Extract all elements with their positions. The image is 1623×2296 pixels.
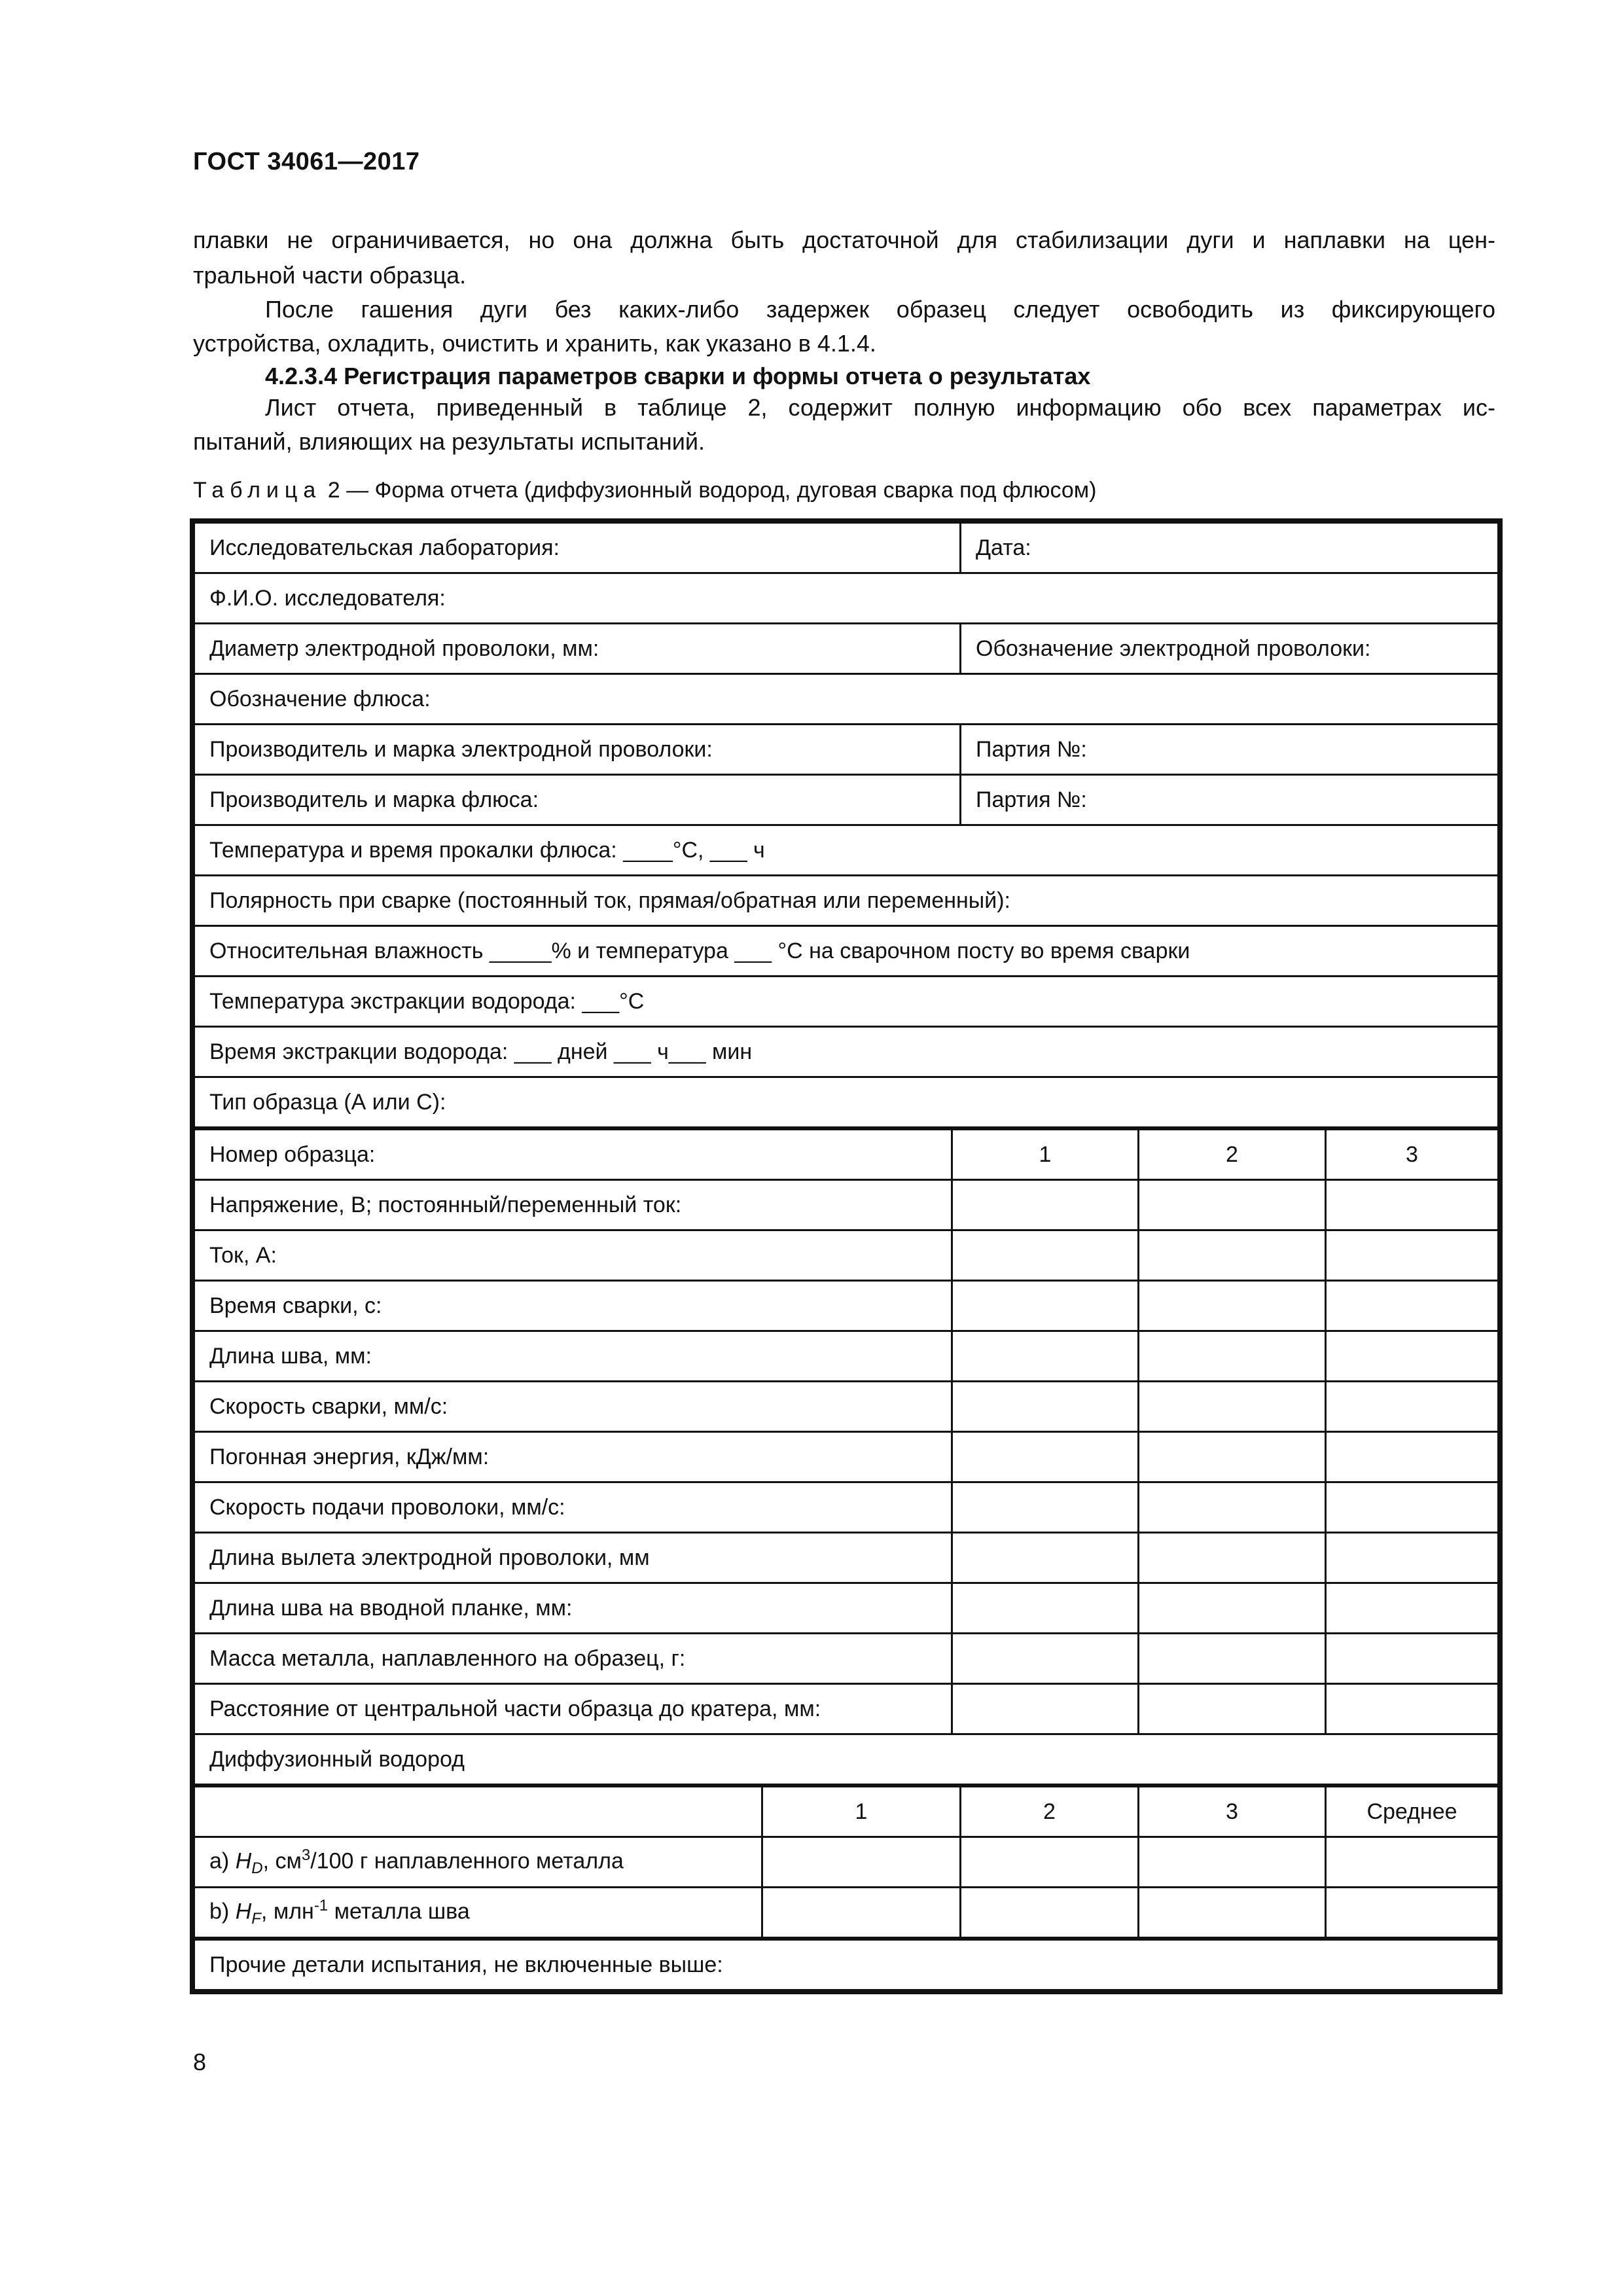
hf-cell-3[interactable]: [1139, 1888, 1326, 1939]
flux-maker-field[interactable]: Производитель и марка флюса:: [194, 775, 961, 825]
table-row: [194, 1027, 1499, 1077]
hf-cell-2[interactable]: [961, 1888, 1139, 1939]
param-label: Масса металла, наплавленного на образец, г:: [194, 1634, 952, 1684]
param-label: Время сварки, с:: [194, 1281, 952, 1331]
hd-subscript: D: [251, 1859, 263, 1878]
param-label: Погонная энергия, кДж/мм:: [194, 1432, 952, 1482]
humidity-field[interactable]: Относительная влажность _____% и температура ___ °С на сварочном посту во время сварки: [194, 926, 1499, 977]
param-cell[interactable]: [1139, 1180, 1326, 1230]
sample-type-field[interactable]: Тип образца (А или С):: [194, 1077, 1499, 1129]
paragraph-2-line-1: После гашения дуги без каких-либо задержек образец следует освободить из фиксирующего: [265, 296, 1495, 323]
lab-field[interactable]: Исследовательская лаборатория:: [194, 523, 961, 573]
param-label: Расстояние от центральной части образца до кратера, мм:: [194, 1684, 952, 1734]
param-label: Длина шва на вводной планке, мм:: [194, 1583, 952, 1634]
hydrogen-header-row: [194, 1785, 1499, 1837]
extraction-time-field[interactable]: Время экстракции водорода: ___ дней ___ ч___ мин: [194, 1027, 1499, 1077]
wire-maker-field[interactable]: Производитель и марка электродной проволоки:: [194, 725, 961, 775]
param-cell[interactable]: [1326, 1180, 1499, 1230]
hf-suffix: металла шва: [328, 1899, 470, 1924]
param-cell[interactable]: [1139, 1432, 1326, 1482]
param-cell[interactable]: [1139, 1281, 1326, 1331]
param-row: [194, 1482, 1499, 1533]
hf-row: [194, 1888, 1499, 1939]
table-row: [194, 825, 1499, 876]
param-cell[interactable]: [1139, 1684, 1326, 1734]
param-cell[interactable]: [1139, 1533, 1326, 1583]
page-number: 8: [193, 2049, 207, 2075]
param-row: [194, 1533, 1499, 1583]
param-cell[interactable]: [1139, 1583, 1326, 1634]
param-row: [194, 1180, 1499, 1230]
hd-unit: , см: [262, 1848, 302, 1874]
paragraph-1b: [193, 258, 1495, 293]
param-cell[interactable]: [952, 1583, 1139, 1634]
table-row: [194, 926, 1499, 977]
document-code: ГОСТ 34061—2017: [193, 148, 420, 175]
hydrogen-col-2: 2: [961, 1785, 1139, 1837]
paragraph-2: [193, 292, 1495, 327]
table-row: [194, 674, 1499, 725]
hd-row: [194, 1837, 1499, 1888]
hd-cell-3[interactable]: [1139, 1837, 1326, 1888]
param-cell[interactable]: [952, 1281, 1139, 1331]
param-cell[interactable]: [1139, 1482, 1326, 1533]
paragraph-3-line-1: Лист отчета, приведенный в таблице 2, содержит полную информацию обо всех параметрах ис-: [265, 394, 1495, 421]
researcher-field[interactable]: Ф.И.О. исследователя:: [194, 573, 1499, 624]
hf-superscript: -1: [313, 1896, 329, 1914]
param-row: [194, 1634, 1499, 1684]
paragraph-3b: [193, 424, 1495, 459]
param-cell[interactable]: [1326, 1482, 1499, 1533]
param-cell[interactable]: [1326, 1281, 1499, 1331]
param-label: Длина шва, мм:: [194, 1331, 952, 1382]
section-title: 4.2.3.4 Регистрация параметров сварки и формы отчета о результатах: [265, 363, 1091, 389]
param-cell[interactable]: [952, 1230, 1139, 1281]
hd-cell-average[interactable]: [1326, 1837, 1499, 1888]
polarity-field[interactable]: Полярность при сварке (постоянный ток, прямая/обратная или переменный):: [194, 876, 1499, 926]
flux-bake-field[interactable]: Температура и время прокалки флюса: ____°С, ___ ч: [194, 825, 1499, 876]
param-cell[interactable]: [1139, 1634, 1326, 1684]
table-row: [194, 573, 1499, 624]
hd-label: [194, 1837, 762, 1888]
param-label: Скорость подачи проволоки, мм/с:: [194, 1482, 952, 1533]
report-form-table: [193, 522, 1499, 1991]
table-row: [194, 977, 1499, 1027]
param-cell[interactable]: [1326, 1583, 1499, 1634]
param-row: [194, 1382, 1499, 1432]
hd-cell-1[interactable]: [762, 1837, 961, 1888]
table-row: [194, 725, 1499, 775]
param-cell[interactable]: [952, 1533, 1139, 1583]
table-row: [194, 876, 1499, 926]
hf-cell-average[interactable]: [1326, 1888, 1499, 1939]
hd-cell-2[interactable]: [961, 1837, 1139, 1888]
table-caption: [193, 478, 1097, 503]
wire-diameter-field[interactable]: Диаметр электродной проволоки, мм:: [194, 624, 961, 674]
param-cell[interactable]: [1326, 1634, 1499, 1684]
hf-subscript: F: [251, 1910, 261, 1928]
flux-designation-field[interactable]: Обозначение флюса:: [194, 674, 1499, 725]
param-cell[interactable]: [952, 1684, 1139, 1734]
paragraph-2-line-2: устройства, охладить, очистить и хранить, как указано в 4.1.4.: [193, 330, 876, 357]
paragraph-2b: [193, 326, 1495, 361]
hf-cell-1[interactable]: [762, 1888, 961, 1939]
param-cell[interactable]: [1326, 1684, 1499, 1734]
hydrogen-blank-cell: [194, 1785, 762, 1837]
paragraph-1-line-2: тральной части образца.: [193, 262, 467, 289]
table-row: [194, 523, 1499, 573]
paragraph-1: [193, 223, 1495, 258]
param-cell[interactable]: [1326, 1331, 1499, 1382]
hd-symbol: H: [235, 1848, 252, 1874]
table-row: [194, 775, 1499, 825]
flux-batch-field[interactable]: Партия №:: [961, 775, 1499, 825]
table-row: [194, 1077, 1499, 1129]
paragraph-1-line-1: плавки не ограничивается, но она должна быть достаточной для стабилизации дуги и наплавки на цен-: [193, 226, 1495, 253]
hd-prefix: а): [209, 1848, 236, 1874]
paragraph-3: [193, 390, 1495, 425]
hf-symbol: H: [235, 1899, 252, 1924]
sample-col-1: 1: [952, 1128, 1139, 1180]
extraction-temp-field[interactable]: Температура экстракции водорода: ___°С: [194, 977, 1499, 1027]
sample-number-label: Номер образца:: [194, 1128, 952, 1180]
param-row: [194, 1230, 1499, 1281]
param-cell[interactable]: [1139, 1230, 1326, 1281]
param-cell[interactable]: [952, 1180, 1139, 1230]
param-row: [194, 1432, 1499, 1482]
param-cell[interactable]: [952, 1482, 1139, 1533]
param-label: Напряжение, В; постоянный/переменный ток:: [194, 1180, 952, 1230]
param-row: [194, 1583, 1499, 1634]
paragraph-3-line-2: пытаний, влияющих на результаты испытаний.: [193, 428, 705, 455]
hd-suffix: /100 г наплавленного металла: [310, 1848, 624, 1874]
param-label: Ток, А:: [194, 1230, 952, 1281]
hf-unit: , млн: [260, 1899, 314, 1924]
wire-designation-field[interactable]: Обозначение электродной проволоки:: [961, 624, 1499, 674]
hydrogen-col-average: Среднее: [1326, 1785, 1499, 1837]
hf-prefix: b): [209, 1899, 236, 1924]
table-row: [194, 1734, 1499, 1786]
param-cell[interactable]: [1139, 1382, 1326, 1432]
param-cell[interactable]: [1326, 1533, 1499, 1583]
date-field[interactable]: Дата:: [961, 523, 1499, 573]
param-cell[interactable]: [952, 1382, 1139, 1432]
param-row: [194, 1281, 1499, 1331]
other-details-field[interactable]: Прочие детали испытания, не включенные выше:: [194, 1939, 1499, 1990]
sample-col-2: 2: [1139, 1128, 1326, 1180]
diffusible-hydrogen-label: Диффузионный водород: [194, 1734, 1499, 1786]
param-row: [194, 1684, 1499, 1734]
param-cell[interactable]: [952, 1634, 1139, 1684]
table-caption-text: 2 — Форма отчета (диффузионный водород, дуговая сварка под флюсом): [321, 478, 1097, 503]
param-cell[interactable]: [1326, 1432, 1499, 1482]
param-cell[interactable]: [1326, 1230, 1499, 1281]
param-cell[interactable]: [1139, 1331, 1326, 1382]
hd-superscript: 3: [301, 1846, 311, 1864]
param-cell[interactable]: [952, 1432, 1139, 1482]
table-caption-label: Таблица: [193, 478, 322, 503]
param-cell[interactable]: [1326, 1382, 1499, 1432]
param-label: Длина вылета электродной проволоки, мм: [194, 1533, 952, 1583]
param-row: [194, 1331, 1499, 1382]
param-cell[interactable]: [952, 1331, 1139, 1382]
table-row: [194, 1939, 1499, 1990]
wire-batch-field[interactable]: Партия №:: [961, 725, 1499, 775]
sample-header-row: [194, 1128, 1499, 1180]
hydrogen-col-1: 1: [762, 1785, 961, 1837]
param-label: Скорость сварки, мм/с:: [194, 1382, 952, 1432]
hydrogen-col-3: 3: [1139, 1785, 1326, 1837]
table-row: [194, 624, 1499, 674]
hf-label: [194, 1888, 762, 1939]
sample-col-3: 3: [1326, 1128, 1499, 1180]
